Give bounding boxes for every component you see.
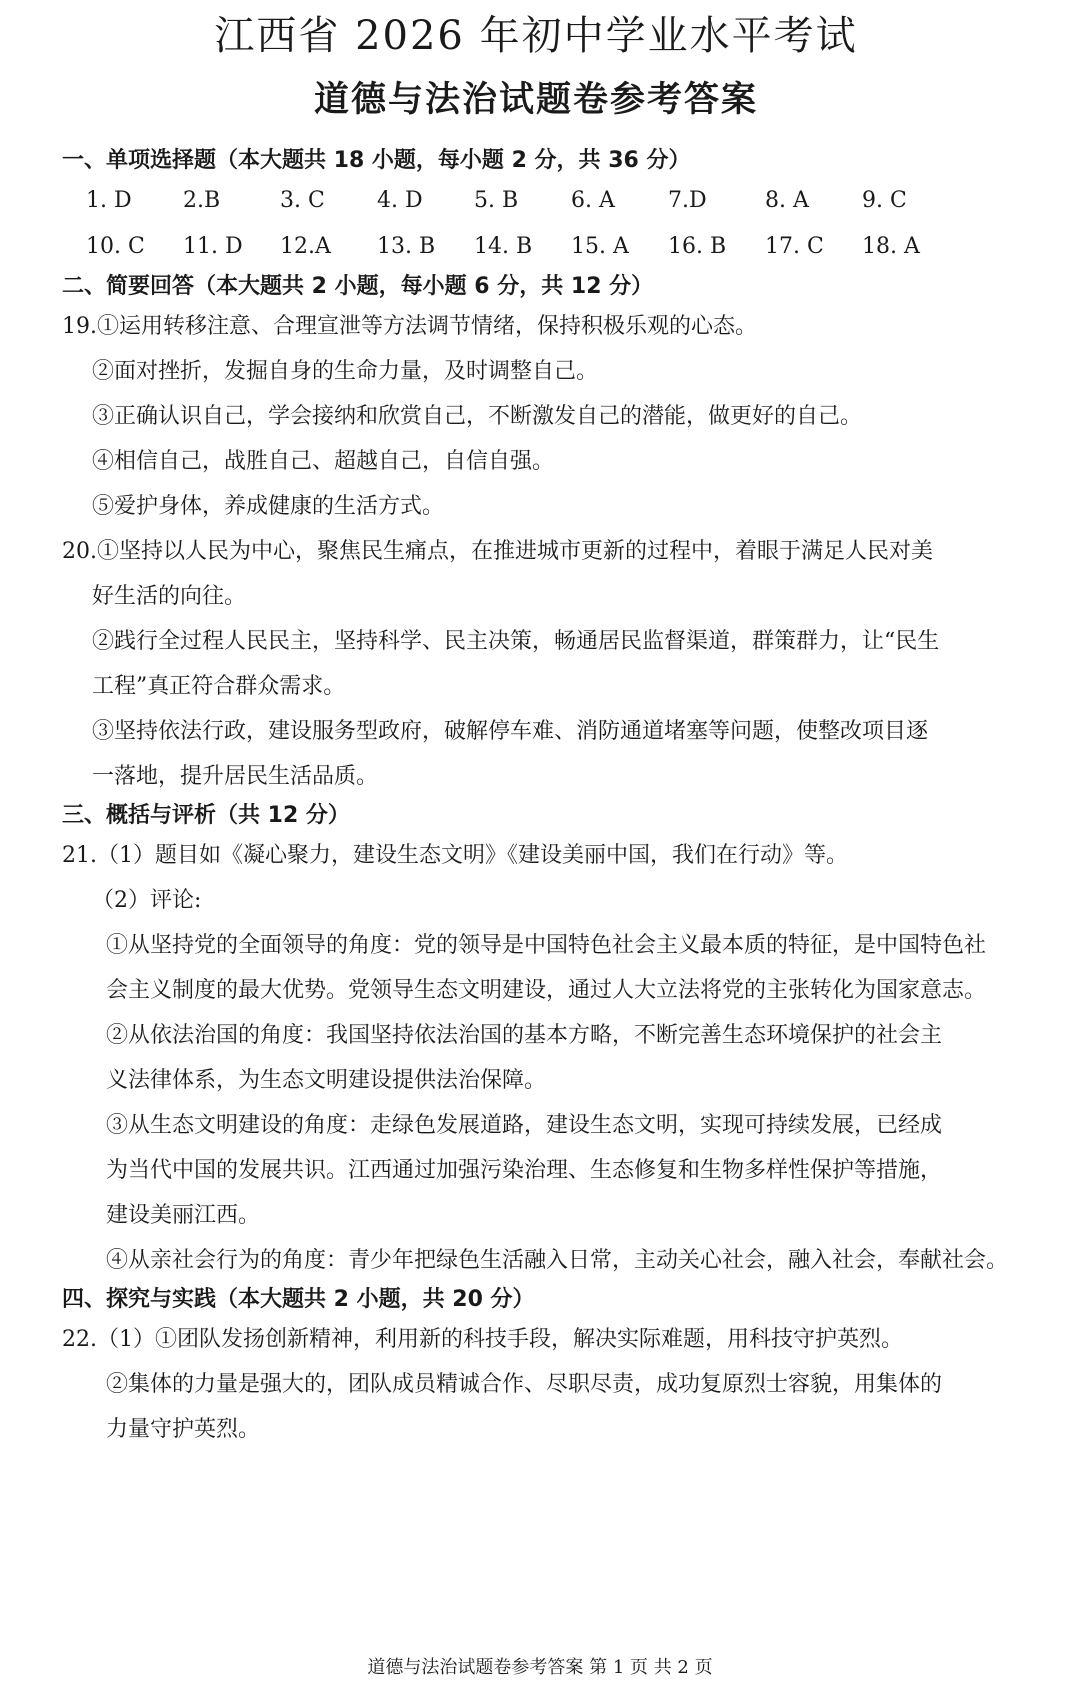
choice-answer: 11. D <box>183 234 243 259</box>
choice-answer: 18. A <box>862 234 920 259</box>
choice-answer: 5. B <box>474 188 519 213</box>
answer-line: 建设美丽江西。 <box>106 1203 261 1228</box>
answer-line: ④从亲社会行为的角度：青少年把绿色生活融入日常，主动关心社会，融入社会，奉献社会。 <box>106 1248 1009 1273</box>
choice-answer: 12.A <box>280 234 331 259</box>
question-21 <box>62 833 1010 1283</box>
answer-line: 19.①运用转移注意、合理宣泄等方法调节情绪，保持积极乐观的心态。 <box>62 314 757 339</box>
choice-answer: 13. B <box>377 234 436 259</box>
answer-line: ④相信自己，战胜自己、超越自己，自信自强。 <box>92 449 555 474</box>
answer-line: ①从坚持党的全面领导的角度：党的领导是中国特色社会主义最本质的特征，是中国特色社 <box>106 933 987 958</box>
answer-line: 力量守护英烈。 <box>106 1417 261 1442</box>
answer-line: （2）评论: <box>92 888 202 913</box>
answer-line: ③坚持依法行政，建设服务型政府，破解停车难、消防通道堵塞等问题，使整改项目逐 <box>92 719 929 744</box>
choice-answer: 14. B <box>474 234 533 259</box>
document-title: 江西省 2026 年初中学业水平考试 <box>214 13 858 59</box>
answer-line: 义法律体系，为生态文明建设提供法治保障。 <box>106 1068 547 1093</box>
answer-line: ③从生态文明建设的角度：走绿色发展道路，建设生态文明，实现可持续发展，已经成 <box>106 1113 943 1138</box>
section2-heading: 二、简要回答（本大题共 2 小题，每小题 6 分，共 12 分） <box>62 274 654 299</box>
answer-line: ②从依法治国的角度：我国坚持依法治国的基本方略，不断完善生态环境保护的社会主 <box>106 1023 943 1048</box>
choice-answer: 15. A <box>571 234 629 259</box>
answer-line: 22.（1）①团队发扬创新精神，利用新的科技手段，解决实际难题，用科技守护英烈。 <box>62 1327 903 1352</box>
choice-answer: 1. D <box>86 188 132 213</box>
choice-answer: 6. A <box>571 188 615 213</box>
answer-line: ③正确认识自己，学会接纳和欣赏自己，不断激发自己的潜能，做更好的自己。 <box>92 404 863 429</box>
choice-answer: 16. B <box>668 234 727 259</box>
answer-line: 好生活的向往。 <box>92 584 247 609</box>
choice-answer: 10. C <box>86 234 145 259</box>
choice-answer: 8. A <box>765 188 809 213</box>
question-22 <box>62 1317 1010 1452</box>
answer-line: 21.（1）题目如《凝心聚力，建设生态文明》《建设美丽中国，我们在行动》等。 <box>62 843 848 868</box>
answer-line: 为当代中国的发展共识。江西通过加强污染治理、生态修复和生物多样性保护等措施， <box>106 1158 943 1183</box>
choice-answer: 2.B <box>183 188 221 213</box>
section4-heading: 四、探究与实践（本大题共 2 小题，共 20 分） <box>62 1287 535 1312</box>
answer-line: 会主义制度的最大优势。党领导生态文明建设，通过人大立法将党的主张转化为国家意志。 <box>106 978 987 1003</box>
answer-line: 20.①坚持以人民为中心，聚焦民生痛点，在推进城市更新的过程中，着眼于满足人民对美 <box>62 539 933 564</box>
answer-line: 工程”真正符合群众需求。 <box>92 674 346 699</box>
choice-answer: 7.D <box>668 188 707 213</box>
page-footer: 道德与法治试题卷参考答案 第 1 页 共 2 页 <box>367 1657 713 1678</box>
answer-line: ②面对挫折，发掘自身的生命力量，及时调整自己。 <box>92 359 599 384</box>
section1-heading: 一、单项选择题（本大题共 18 小题，每小题 2 分，共 36 分） <box>62 148 691 173</box>
document-subtitle: 道德与法治试题卷参考答案 <box>313 79 758 120</box>
choice-answer: 3. C <box>280 188 325 213</box>
choice-answer: 4. D <box>377 188 423 213</box>
choice-answer-grid <box>62 178 1010 270</box>
choice-answer: 17. C <box>765 234 824 259</box>
choice-answer: 9. C <box>862 188 907 213</box>
answer-line: 一落地，提升居民生活品质。 <box>92 764 379 789</box>
answer-line: ②践行全过程人民民主，坚持科学、民主决策，畅通居民监督渠道，群策群力，让“民生 <box>92 629 940 654</box>
question-19 <box>62 304 1010 529</box>
answer-line: ⑤爱护身体，养成健康的生活方式。 <box>92 494 445 519</box>
section3-heading: 三、概括与评析（共 12 分） <box>62 803 350 828</box>
question-20 <box>62 529 1010 799</box>
answer-line: ②集体的力量是强大的，团队成员精诚合作、尽职尽责，成功复原烈士容貌，用集体的 <box>106 1372 943 1397</box>
